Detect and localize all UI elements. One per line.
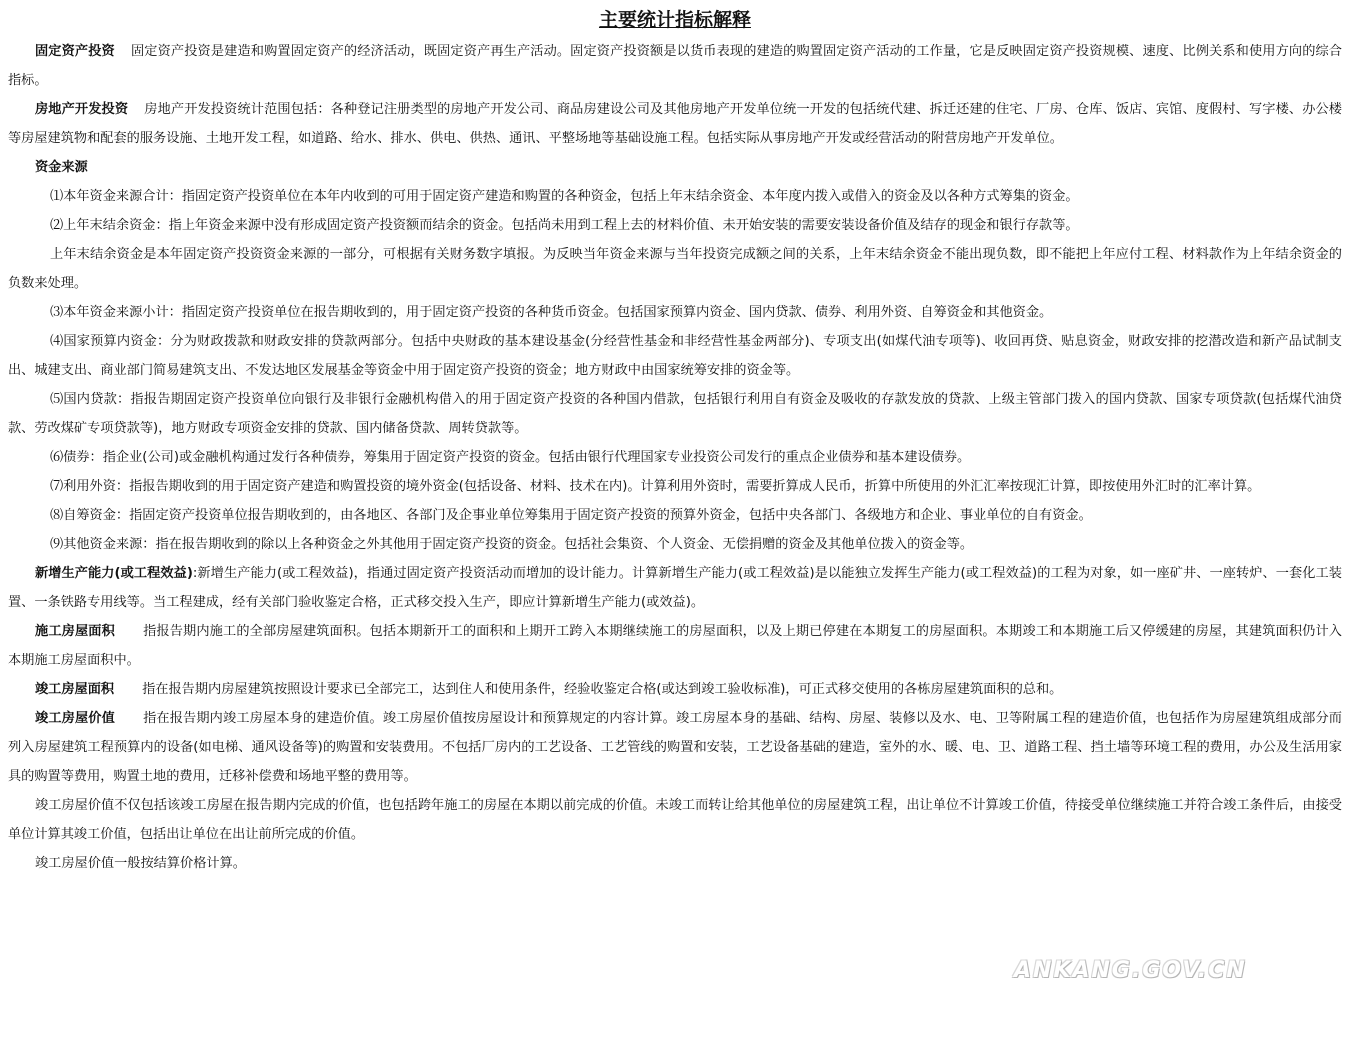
funds-item: 上年末结余资金是本年固定资产投资资金来源的一部分，可根据有关财务数字填报。为反映当年资金来源与当年投资完成额之间的关系，上年末结余资金不能出现负数，即不能把上年应付工程、材料款作为上年结余资金的负数来处理。 [8,247,1342,291]
funds-item: ⑼其他资金来源：指在报告期收到的除以上各种资金之外其他用于固定资产投资的资金。包括社会集资、个人资金、无偿捐赠的资金及其他单位拨入的资金等。 [50,537,974,552]
construction-area-paragraph [8,617,1342,675]
funds-item: ⑻自筹资金：指固定资产投资单位报告期收到的，由各地区、各部门及企事业单位筹集用于固定资产投资的预算外资金，包括中央各部门、各级地方和企业、事业单位的自有资金。 [50,508,1092,523]
funds-item: ⑸国内贷款：指报告期固定资产投资单位向银行及非银行金融机构借入的用于固定资产投资的各种国内借款，包括银行利用自有资金及吸收的存款发放的贷款、上级主管部门拨入的国内贷款、国家专项贷款(包括煤代油贷款、劳改煤矿专项贷款等)，地方财政专项资金安排的贷款、国内储备贷款、周转贷款等。 [8,392,1342,436]
fixed-asset-paragraph [8,37,1342,95]
construction-area-text: 指报告期内施工的全部房屋建筑面积。包括本期新开工的面积和上期开工跨入本期继续施工的房屋面积，以及上期已停建在本期复工的房屋面积。本期竣工和本期施工后又停缓建的房屋，其建筑面积仍计入本期施工房屋面积中。 [8,624,1342,668]
funds-item: ⑶本年资金来源小计：指固定资产投资单位在报告期收到的，用于固定资产投资的各种货币资金。包括国家预算内资金、国内贷款、债券、利用外资、自筹资金和其他资金。 [50,305,1053,320]
capacity-text: :新增生产能力(或工程效益)，指通过固定资产投资活动而增加的设计能力。计算新增生产能力(或工程效益)是以能独立发挥生产能力(或工程效益)的工程为对象，如一座矿井、一座转炉、一套化工装置、一条铁路专用线等。当工程建成，经有关部门验收鉴定合格，正式移交投入生产，即应计算新增生产能力(或效益)。 [8,566,1342,610]
completed-area-text: 指在报告期内房屋建筑按照设计要求已全部完工，达到住人和使用条件，经验收鉴定合格(或达到竣工验收标准)，可正式移交使用的各栋房屋建筑面积的总和。 [142,682,1063,697]
completed-value-term: 竣工房屋价值 [35,711,115,726]
construction-area-term: 施工房屋面积 [35,624,115,639]
capacity-term: 新增生产能力(或工程效益) [35,566,193,581]
funds-item: ⑵上年末结余资金：指上年资金来源中没有形成固定资产投资额而结余的资金。包括尚未用到工程上去的材料价值、未开始安装的需要安装设备价值及结存的现金和银行存款等。 [50,218,1079,233]
funds-item: ⑹债券：指企业(公司)或金融机构通过发行各种债券，筹集用于固定资产投资的资金。包括由银行代理国家专业投资公司发行的重点企业债券和基本建设债券。 [50,450,971,465]
completed-value-extra: 竣工房屋价值不仅包括该竣工房屋在报告期内完成的价值，也包括跨年施工的房屋在本期以前完成的价值。未竣工而转让给其他单位的房屋建筑工程，出让单位不计算竣工价值，待接受单位继续施工并符合竣工条件后，由接受单位计算其竣工价值，包括出让单位在出让前所完成的价值。 [8,798,1342,842]
fixed-asset-text: 固定资产投资是建造和购置固定资产的经济活动，既固定资产再生产活动。固定资产投资额是以货币表现的建造的购置固定资产活动的工作量，它是反映固定资产投资规模、速度、比例关系和使用方向的综合指标。 [8,44,1342,88]
funds-heading-paragraph [8,153,1342,182]
page-title: 主要统计指标解释 [598,9,751,31]
real-estate-paragraph [8,95,1342,153]
funds-item: ⑴本年资金来源合计：指固定资产投资单位在本年内收到的可用于固定资产建造和购置的各种资金，包括上年末结余资金、本年度内拨入或借入的资金及以各种方式筹集的资金。 [50,189,1079,204]
real-estate-term: 房地产开发投资 [35,102,129,117]
capacity-paragraph [8,559,1342,617]
funds-heading: 资金来源 [35,160,88,175]
document-body [8,6,1342,878]
completed-area-paragraph [8,675,1342,704]
fixed-asset-term: 固定资产投资 [35,44,115,59]
site-watermark: ANKANG.GOV.CN [1014,958,1247,983]
funds-item: ⑺利用外资：指报告期收到的用于固定资产建造和购置投资的境外资金(包括设备、材料、技术在内)。计算利用外资时，需要折算成人民币，折算中所使用的外汇汇率按现汇计算，即按使用外汇时的汇率计算。 [50,479,1261,494]
real-estate-text: 房地产开发投资统计范围包括：各种登记注册类型的房地产开发公司、商品房建设公司及其他房地产开发单位统一开发的包括统代建、拆迁还建的住宅、厂房、仓库、饭店、宾馆、度假村、写字楼、办公楼等房屋建筑物和配套的服务设施、土地开发工程，如道路、给水、排水、供电、供热、通讯、平整场地等基础设施工程。包括实际从事房地产开发或经营活动的附营房地产开发单位。 [8,102,1342,146]
completed-value-paragraph [8,704,1342,791]
funds-item: ⑷国家预算内资金：分为财政拨款和财政安排的贷款两部分。包括中央财政的基本建设基金(分经营性基金和非经营性基金两部分)、专项支出(如煤代油专项等)、收回再贷、贴息资金，财政安排的挖潜改造和新产品试制支出、城建支出、商业部门简易建筑支出、不发达地区发展基金等资金中用于固定资产投资的资金；地方财政中由国家统筹安排的资金等。 [8,334,1342,378]
completed-value-extra: 竣工房屋价值一般按结算价格计算。 [35,856,246,871]
completed-area-term: 竣工房屋面积 [35,682,115,697]
completed-value-text: 指在报告期内竣工房屋本身的建造价值。竣工房屋价值按房屋设计和预算规定的内容计算。竣工房屋本身的基础、结构、房屋、装修以及水、电、卫等附属工程的建造价值，也包括作为房屋建筑组成部分而列入房屋建筑工程预算内的设备(如电梯、通风设备等)的购置和安装费用。不包括厂房内的工艺设备、工艺管线的购置和安装，工艺设备基础的建造，室外的水、暖、电、卫、道路工程、挡土墙等环境工程的费用，办公及生活用家具的购置等费用，购置土地的费用，迁移补偿费和场地平整的费用等。 [8,711,1342,784]
